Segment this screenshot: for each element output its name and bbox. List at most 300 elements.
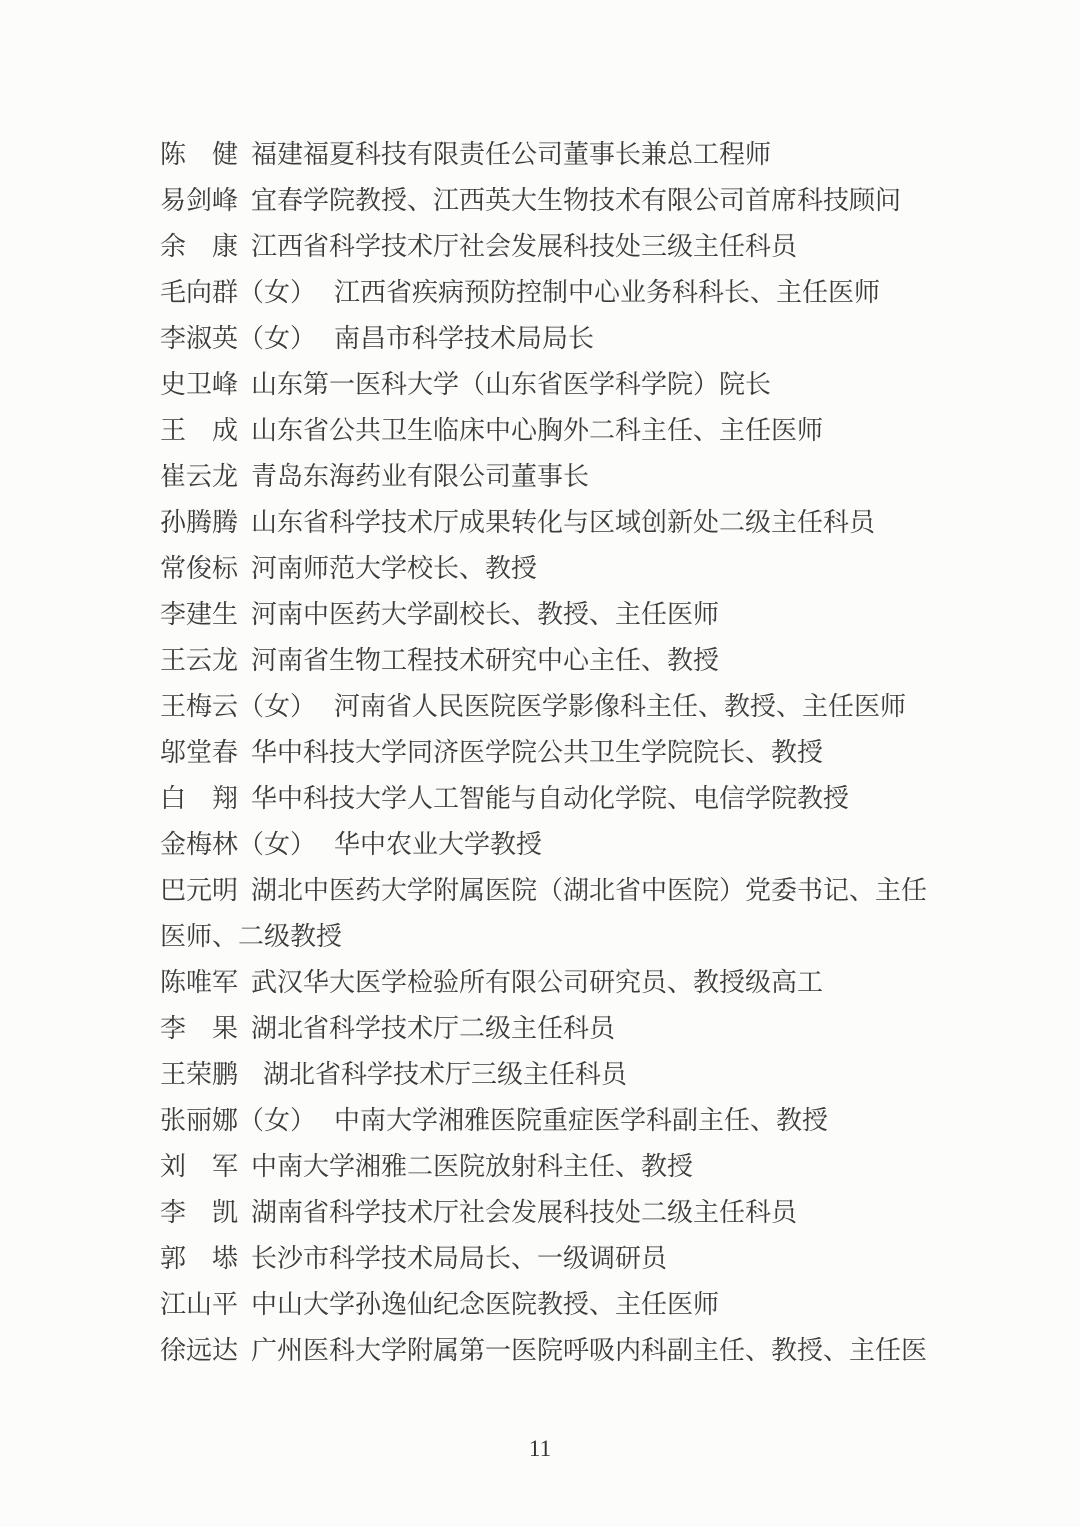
glyph: 任 xyxy=(641,1290,668,1319)
entry-desc xyxy=(251,1328,927,1374)
glyph: 医 xyxy=(901,1336,928,1365)
glyph: 易 xyxy=(160,186,187,215)
glyph: 中 xyxy=(568,278,595,307)
glyph: 师 xyxy=(693,600,720,629)
glyph: 李 xyxy=(160,324,187,353)
entry-name xyxy=(160,178,238,224)
glyph: 健 xyxy=(212,140,239,169)
roster-entry xyxy=(160,1282,927,1328)
glyph: 金 xyxy=(160,830,187,859)
glyph: 梅 xyxy=(186,830,213,859)
entry-name xyxy=(160,270,238,316)
glyph: 果 xyxy=(485,508,512,537)
glyph: 主 xyxy=(693,1336,720,1365)
glyph: 、 xyxy=(693,416,720,445)
glyph: 程 xyxy=(719,140,746,169)
glyph: 制 xyxy=(542,278,569,307)
glyph: 、 xyxy=(641,646,668,675)
glyph: 局 xyxy=(516,324,543,353)
glyph: 丽 xyxy=(186,1106,213,1135)
glyph: 山 xyxy=(251,416,278,445)
glyph: 院 xyxy=(537,1336,564,1365)
glyph: ） xyxy=(290,830,317,859)
glyph: 南 xyxy=(334,324,361,353)
glyph: 云 xyxy=(212,692,239,721)
glyph: 学 xyxy=(381,784,408,813)
roster-entry xyxy=(160,270,927,316)
glyph: 授 xyxy=(511,554,538,583)
glyph: 席 xyxy=(771,186,798,215)
glyph: 动 xyxy=(563,784,590,813)
glyph: 省 xyxy=(303,1014,330,1043)
roster-list xyxy=(160,132,927,1374)
glyph: 司 xyxy=(485,462,512,491)
glyph: 任 xyxy=(901,876,928,905)
glyph: 宜 xyxy=(251,186,278,215)
glyph: 华 xyxy=(251,784,278,813)
glyph: 院 xyxy=(667,370,694,399)
glyph: 主 xyxy=(875,876,902,905)
glyph: 限 xyxy=(667,186,694,215)
glyph: 展 xyxy=(537,1198,564,1227)
entry-name xyxy=(160,132,238,178)
glyph: 授 xyxy=(667,1152,694,1181)
glyph: 郭 xyxy=(160,1244,187,1273)
glyph: 教 xyxy=(667,646,694,675)
glyph: 党 xyxy=(745,876,772,905)
glyph: 向 xyxy=(186,278,213,307)
roster-entry xyxy=(160,454,927,500)
glyph: 女 xyxy=(264,830,291,859)
glyph: 院 xyxy=(459,1152,486,1181)
glyph: 科 xyxy=(646,1106,673,1135)
entry-desc xyxy=(251,868,927,914)
entry-desc xyxy=(334,1098,828,1144)
glyph: 一 xyxy=(329,370,356,399)
glyph: 院 xyxy=(693,876,720,905)
glyph: 俊 xyxy=(186,554,213,583)
entry-desc xyxy=(334,270,880,316)
entry-name xyxy=(160,546,238,592)
glyph: 技 xyxy=(589,232,616,261)
glyph: 技 xyxy=(393,1060,420,1089)
entry-desc xyxy=(251,776,849,822)
entry-name xyxy=(160,1098,238,1144)
glyph: 女 xyxy=(264,1106,291,1135)
glyph: 工 xyxy=(693,140,720,169)
glyph: 学 xyxy=(355,232,382,261)
glyph: 龙 xyxy=(212,646,239,675)
glyph: 南 xyxy=(277,1152,304,1181)
glyph: 胸 xyxy=(537,416,564,445)
glyph: 级 xyxy=(745,508,772,537)
glyph: 员 xyxy=(849,508,876,537)
glyph: 大 xyxy=(381,600,408,629)
glyph: 梅 xyxy=(186,692,213,721)
glyph: 技 xyxy=(381,140,408,169)
glyph: 长 xyxy=(433,554,460,583)
glyph: 二 xyxy=(641,1198,668,1227)
glyph: 师 xyxy=(186,922,213,951)
glyph: 任 xyxy=(641,600,668,629)
glyph: 工 xyxy=(797,968,824,997)
glyph: 术 xyxy=(615,186,642,215)
glyph: （ xyxy=(537,876,564,905)
glyph: 责 xyxy=(459,140,486,169)
glyph: 生 xyxy=(407,416,434,445)
entry-gender-suffix xyxy=(238,684,316,730)
glyph: 教 xyxy=(776,1106,803,1135)
glyph: 省 xyxy=(303,416,330,445)
glyph: 限 xyxy=(433,462,460,491)
glyph: 市 xyxy=(386,324,413,353)
glyph: 记 xyxy=(823,876,850,905)
glyph: （ xyxy=(238,692,265,721)
glyph: ） xyxy=(290,692,317,721)
glyph: 李 xyxy=(160,600,187,629)
glyph: 二 xyxy=(238,922,265,951)
glyph: 生 xyxy=(212,600,239,629)
glyph: 科 xyxy=(329,232,356,261)
glyph: 二 xyxy=(459,1014,486,1043)
glyph: 一 xyxy=(485,1336,512,1365)
glyph: 社 xyxy=(459,1198,486,1227)
entry-gender-suffix xyxy=(238,270,316,316)
glyph: 白 xyxy=(160,784,187,813)
glyph: 刘 xyxy=(160,1152,187,1181)
glyph: 医 xyxy=(511,1336,538,1365)
glyph: 级 xyxy=(264,922,291,951)
glyph: 科 xyxy=(563,1198,590,1227)
glyph: 任 xyxy=(549,1060,576,1089)
glyph: 州 xyxy=(277,1336,304,1365)
entry-desc xyxy=(251,362,771,408)
glyph: 科 xyxy=(698,278,725,307)
glyph: 、 xyxy=(849,876,876,905)
entry-name xyxy=(160,224,238,270)
glyph: 术 xyxy=(407,1014,434,1043)
glyph: 放 xyxy=(485,1152,512,1181)
glyph: 厅 xyxy=(433,232,460,261)
glyph: 处 xyxy=(615,1198,642,1227)
glyph: （ xyxy=(238,278,265,307)
glyph: 厅 xyxy=(433,1014,460,1043)
glyph: 校 xyxy=(459,600,486,629)
roster-entry xyxy=(160,316,927,362)
entry-desc xyxy=(251,178,901,224)
glyph: 青 xyxy=(251,462,278,491)
glyph: 物 xyxy=(355,646,382,675)
glyph: 北 xyxy=(289,1060,316,1089)
entry-name xyxy=(160,1328,238,1374)
glyph: 华 xyxy=(303,968,330,997)
glyph: 级 xyxy=(745,968,772,997)
glyph: 大 xyxy=(386,1106,413,1135)
glyph: 大 xyxy=(511,186,538,215)
glyph: 南 xyxy=(277,646,304,675)
glyph: 省 xyxy=(303,508,330,537)
glyph: 务 xyxy=(646,278,673,307)
glyph: 有 xyxy=(407,140,434,169)
glyph: 成 xyxy=(459,508,486,537)
glyph: 江 xyxy=(160,1290,187,1319)
glyph: 云 xyxy=(186,462,213,491)
glyph: 授 xyxy=(719,968,746,997)
glyph: 院 xyxy=(667,738,694,767)
glyph: 员 xyxy=(641,968,668,997)
glyph: 教 xyxy=(693,968,720,997)
glyph: 教 xyxy=(537,1290,564,1319)
entry-desc xyxy=(251,638,719,684)
glyph: 南 xyxy=(277,554,304,583)
glyph: 呼 xyxy=(563,1336,590,1365)
entry-name xyxy=(160,362,238,408)
glyph: 医 xyxy=(667,876,694,905)
glyph: 教 xyxy=(290,922,317,951)
glyph: 主 xyxy=(615,600,642,629)
glyph: 教 xyxy=(771,738,798,767)
roster-entry xyxy=(160,868,927,914)
glyph: 疾 xyxy=(412,278,439,307)
glyph: 究 xyxy=(615,968,642,997)
glyph: 腾 xyxy=(212,508,239,537)
glyph: 学 xyxy=(381,1336,408,1365)
roster-entry xyxy=(160,362,927,408)
glyph: 学 xyxy=(407,600,434,629)
glyph: 医 xyxy=(771,416,798,445)
glyph: 农 xyxy=(386,830,413,859)
entry-desc xyxy=(251,592,719,638)
glyph: 域 xyxy=(615,508,642,537)
glyph: 春 xyxy=(277,186,304,215)
glyph: 附 xyxy=(433,876,460,905)
glyph: 主 xyxy=(563,1152,590,1181)
glyph: 、 xyxy=(823,1336,850,1365)
glyph: 任 xyxy=(485,140,512,169)
glyph: 学 xyxy=(355,508,382,537)
glyph: 技 xyxy=(329,738,356,767)
roster-entry xyxy=(160,1144,927,1190)
roster-entry xyxy=(160,684,927,730)
glyph: 授 xyxy=(516,830,543,859)
glyph: 南 xyxy=(360,1106,387,1135)
glyph: 高 xyxy=(771,968,798,997)
glyph: 外 xyxy=(563,416,590,445)
glyph: 学 xyxy=(407,876,434,905)
glyph: 术 xyxy=(419,1060,446,1089)
glyph: 学 xyxy=(355,1014,382,1043)
glyph: 长 xyxy=(745,370,772,399)
glyph: 院 xyxy=(771,784,798,813)
glyph: 邬 xyxy=(160,738,187,767)
page-number: 11 xyxy=(528,1436,552,1461)
glyph: 任 xyxy=(615,646,642,675)
glyph: 、 xyxy=(212,922,239,951)
entry-name xyxy=(160,1190,238,1236)
glyph: 科 xyxy=(615,416,642,445)
glyph: 发 xyxy=(511,232,538,261)
glyph: 李 xyxy=(160,1014,187,1043)
glyph: 、 xyxy=(750,1106,777,1135)
glyph: 有 xyxy=(485,968,512,997)
glyph: 北 xyxy=(589,876,616,905)
glyph: 药 xyxy=(355,462,382,491)
glyph: 影 xyxy=(568,692,595,721)
glyph: 、 xyxy=(459,554,486,583)
glyph: 成 xyxy=(212,416,239,445)
glyph: 任 xyxy=(802,278,829,307)
glyph: 史 xyxy=(160,370,187,399)
glyph: 技 xyxy=(433,646,460,675)
glyph: 科 xyxy=(329,1244,356,1273)
glyph: 与 xyxy=(563,508,590,537)
glyph: 自 xyxy=(537,784,564,813)
glyph: 教 xyxy=(641,1152,668,1181)
glyph: 业 xyxy=(620,278,647,307)
glyph: 医 xyxy=(433,1152,460,1181)
glyph: 大 xyxy=(355,738,382,767)
glyph: 中 xyxy=(334,1106,361,1135)
glyph: 床 xyxy=(459,416,486,445)
glyph: 厅 xyxy=(445,1060,472,1089)
glyph: 剑 xyxy=(186,186,213,215)
glyph: 信 xyxy=(719,784,746,813)
roster-entry xyxy=(160,638,927,684)
glyph: 、 xyxy=(667,784,694,813)
glyph: 属 xyxy=(433,1336,460,1365)
glyph: 员 xyxy=(771,1198,798,1227)
entry-desc xyxy=(251,546,537,592)
glyph: 凯 xyxy=(212,1198,239,1227)
glyph: 海 xyxy=(329,462,356,491)
glyph: 学 xyxy=(542,692,569,721)
entry-desc xyxy=(251,1236,667,1282)
glyph: 科 xyxy=(329,508,356,537)
glyph: 远 xyxy=(186,1336,213,1365)
roster-entry xyxy=(160,1098,927,1144)
glyph: 第 xyxy=(303,370,330,399)
glyph: 江 xyxy=(433,186,460,215)
glyph: 局 xyxy=(542,324,569,353)
glyph: 技 xyxy=(381,1198,408,1227)
glyph: 荣 xyxy=(186,1060,213,1089)
glyph: 三 xyxy=(471,1060,498,1089)
glyph: 教 xyxy=(490,830,517,859)
glyph: 军 xyxy=(212,968,239,997)
entry-name xyxy=(160,1052,238,1098)
glyph: 术 xyxy=(459,646,486,675)
glyph: 逸 xyxy=(381,1290,408,1319)
glyph: 省 xyxy=(386,692,413,721)
glyph: 军 xyxy=(212,1152,239,1181)
glyph: 心 xyxy=(511,416,538,445)
glyph: 医 xyxy=(485,876,512,905)
roster-entry xyxy=(160,592,927,638)
glyph: 孙 xyxy=(355,1290,382,1319)
glyph: 公 xyxy=(511,140,538,169)
glyph: 授 xyxy=(797,738,824,767)
glyph: 北 xyxy=(277,1014,304,1043)
glyph: 东 xyxy=(277,508,304,537)
glyph: 主 xyxy=(511,1014,538,1043)
glyph: 湖 xyxy=(263,1060,290,1089)
glyph: 建 xyxy=(186,600,213,629)
glyph: 顾 xyxy=(849,186,876,215)
glyph: 学 xyxy=(438,324,465,353)
entry-name xyxy=(160,822,238,868)
roster-entry xyxy=(160,776,927,822)
glyph: 济 xyxy=(433,738,460,767)
glyph: 、 xyxy=(511,600,538,629)
entry-desc xyxy=(334,316,594,362)
roster-entry xyxy=(160,1328,927,1374)
glyph: 林 xyxy=(212,830,239,859)
glyph: 医 xyxy=(516,692,543,721)
glyph: 任 xyxy=(589,1152,616,1181)
glyph: 中 xyxy=(360,830,387,859)
glyph: 病 xyxy=(438,278,465,307)
glyph: 山 xyxy=(277,1290,304,1319)
glyph: 教 xyxy=(724,692,751,721)
glyph: 员 xyxy=(601,1060,628,1089)
glyph: 任 xyxy=(724,1106,751,1135)
glyph: 科 xyxy=(329,1198,356,1227)
glyph: 学 xyxy=(329,1290,356,1319)
glyph: 、 xyxy=(589,600,616,629)
entry-name xyxy=(160,1236,238,1282)
glyph: 、 xyxy=(776,692,803,721)
glyph: 东 xyxy=(511,370,538,399)
glyph: 云 xyxy=(186,646,213,675)
entry-desc xyxy=(251,960,823,1006)
glyph: 书 xyxy=(797,876,824,905)
glyph: 科 xyxy=(381,370,408,399)
entry-desc xyxy=(251,132,771,178)
glyph: 所 xyxy=(459,968,486,997)
glyph: 授 xyxy=(693,646,720,675)
glyph: 大 xyxy=(329,968,356,997)
glyph: 西 xyxy=(277,232,304,261)
glyph: 限 xyxy=(511,968,538,997)
glyph: 大 xyxy=(355,784,382,813)
glyph: 学 xyxy=(641,370,668,399)
glyph: 范 xyxy=(329,554,356,583)
glyph: 内 xyxy=(615,1336,642,1365)
glyph: 塨 xyxy=(212,1244,239,1273)
glyph: 省 xyxy=(615,876,642,905)
glyph: 术 xyxy=(407,232,434,261)
glyph: 夏 xyxy=(329,140,356,169)
glyph: 医 xyxy=(490,1106,517,1135)
glyph: 术 xyxy=(407,1244,434,1273)
glyph: 科 xyxy=(341,1060,368,1089)
glyph: 学 xyxy=(745,784,772,813)
glyph: 、 xyxy=(698,692,725,721)
glyph: 验 xyxy=(433,968,460,997)
glyph: 中 xyxy=(251,1152,278,1181)
glyph: 问 xyxy=(875,186,902,215)
entry-name xyxy=(160,500,238,546)
glyph: 授 xyxy=(563,1290,590,1319)
glyph: 共 xyxy=(355,416,382,445)
glyph: 湖 xyxy=(251,1198,278,1227)
glyph: 大 xyxy=(438,830,465,859)
glyph: 建 xyxy=(277,140,304,169)
glyph: 广 xyxy=(251,1336,278,1365)
glyph: 技 xyxy=(381,1244,408,1273)
entry-desc xyxy=(251,730,823,776)
glyph: 院 xyxy=(516,1106,543,1135)
